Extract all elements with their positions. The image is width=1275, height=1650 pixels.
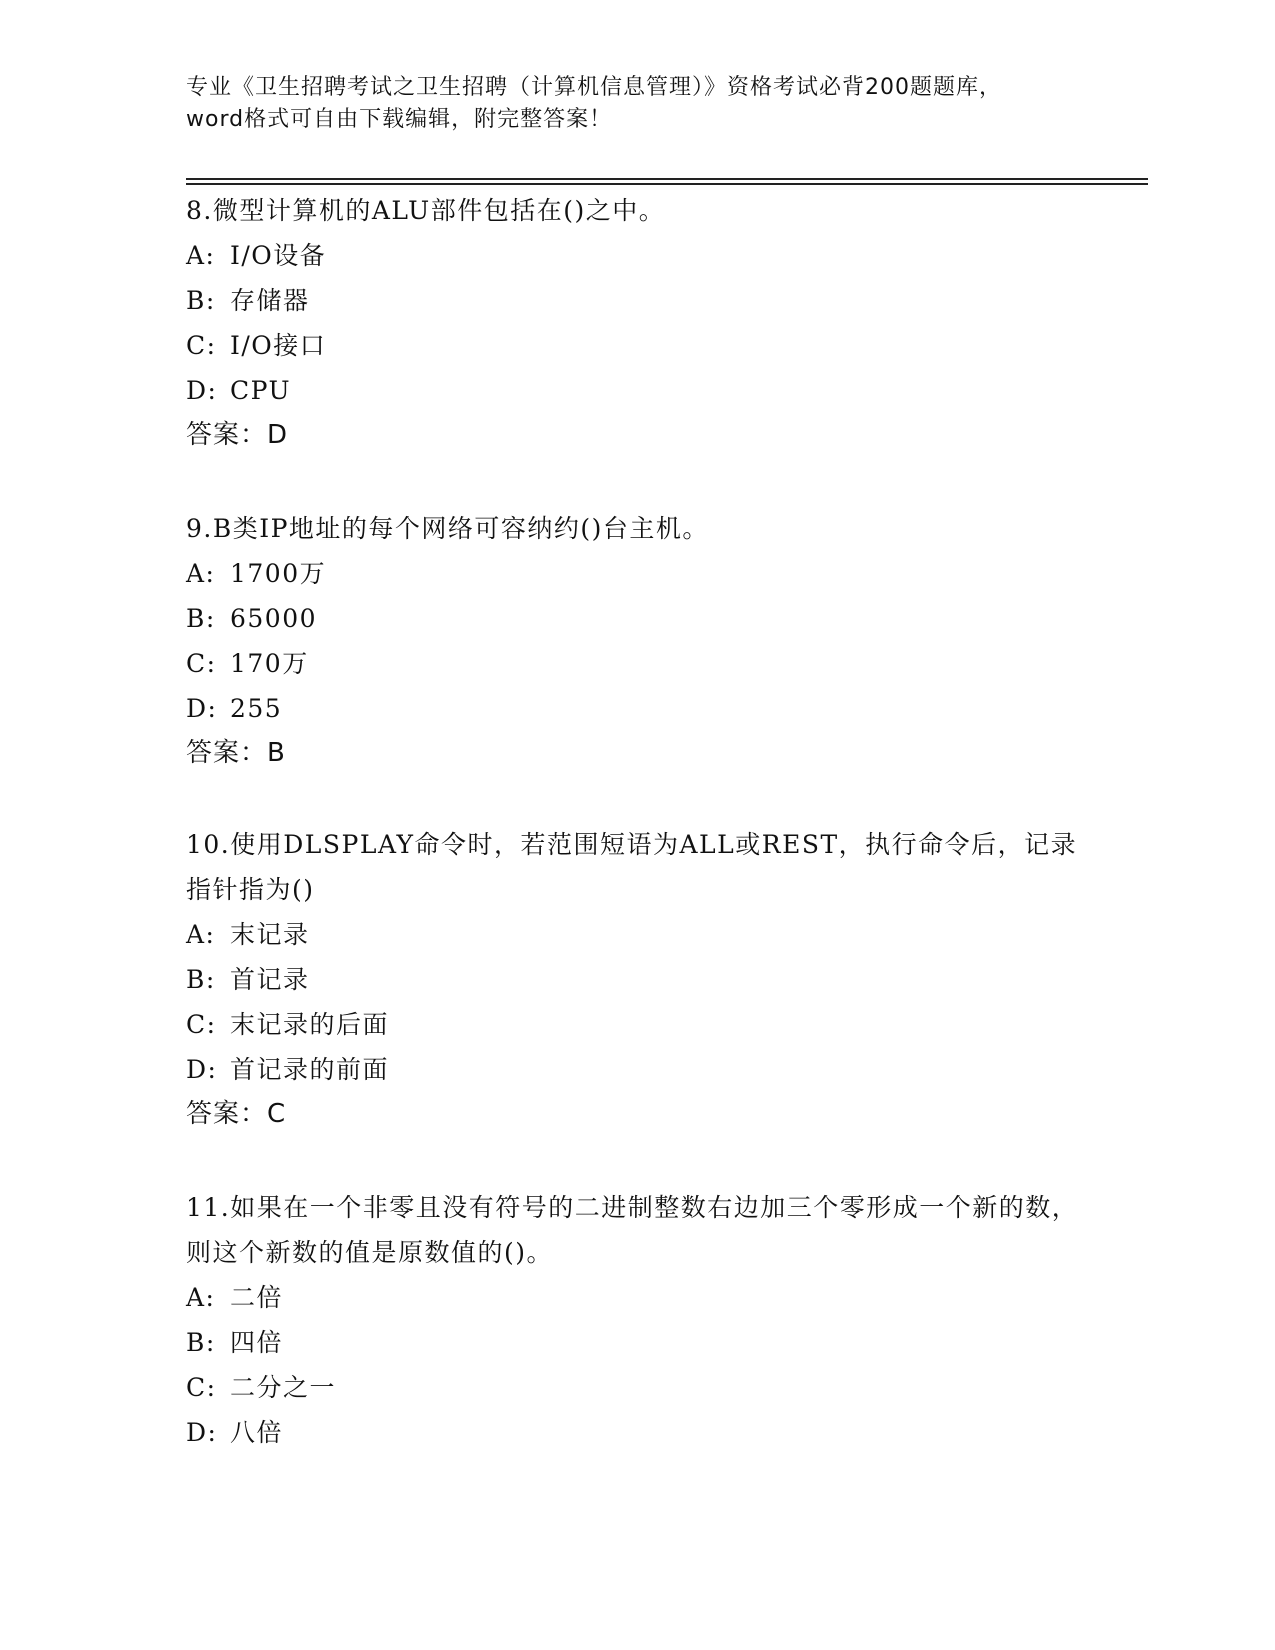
- option-text: 255: [230, 694, 283, 723]
- option-letter: D:: [186, 1055, 218, 1084]
- option-d: [186, 686, 1086, 731]
- question-9: [186, 506, 1086, 776]
- option-text: I/O接口: [230, 331, 327, 360]
- option-letter: C:: [186, 1010, 217, 1039]
- header-title-line-2: word格式可自由下载编辑，附完整答案！: [186, 107, 613, 132]
- option-c: [186, 1002, 1086, 1047]
- option-letter: B:: [186, 286, 216, 315]
- option-letter: A:: [186, 1283, 216, 1312]
- option-a: [186, 1275, 1086, 1320]
- option-b: [186, 278, 1086, 323]
- question-stem: 8.微型计算机的ALU部件包括在()之中。: [186, 196, 666, 225]
- option-text: 末记录: [230, 920, 310, 949]
- option-text: 八倍: [230, 1418, 284, 1447]
- option-text: 首记录的前面: [230, 1055, 390, 1084]
- answer-line: 答案：D: [186, 420, 289, 450]
- option-letter: C:: [186, 1373, 217, 1402]
- option-text: 二倍: [230, 1283, 284, 1312]
- option-a: [186, 551, 1086, 596]
- option-letter: B:: [186, 604, 216, 633]
- answer-line: 答案：B: [186, 738, 286, 768]
- option-text: 末记录的后面: [230, 1010, 390, 1039]
- question-8: [186, 188, 1086, 458]
- option-text: CPU: [230, 376, 292, 405]
- question-stem: 9.B类IP地址的每个网络可容纳约()台主机。: [186, 514, 709, 543]
- option-a: [186, 912, 1086, 957]
- question-11: [186, 1185, 1086, 1455]
- header-title-line-1: 专业《卫生招聘考试之卫生招聘（计算机信息管理）》资格考试必背200题题库，: [186, 75, 1002, 100]
- option-letter: C:: [186, 331, 217, 360]
- option-text: 存储器: [230, 286, 310, 315]
- option-c: [186, 1365, 1086, 1410]
- option-d: [186, 368, 1086, 413]
- option-letter: C:: [186, 649, 217, 678]
- option-b: [186, 957, 1086, 1002]
- option-c: [186, 641, 1086, 686]
- option-letter: D:: [186, 376, 218, 405]
- option-letter: A:: [186, 920, 216, 949]
- option-letter: D:: [186, 694, 218, 723]
- option-text: 65000: [230, 604, 318, 633]
- header-divider-bottom: [186, 183, 1148, 185]
- option-d: [186, 1047, 1086, 1092]
- question-stem: 11.如果在一个非零且没有符号的二进制整数右边加三个零形成一个新的数，则这个新数的值是原数值的()。: [186, 1193, 1079, 1267]
- option-letter: A:: [186, 559, 216, 588]
- option-b: [186, 596, 1086, 641]
- option-text: 首记录: [230, 965, 310, 994]
- option-text: 二分之一: [230, 1373, 337, 1402]
- question-10: [186, 822, 1086, 1137]
- answer-line: 答案：C: [186, 1099, 287, 1129]
- option-d: [186, 1410, 1086, 1455]
- option-letter: B:: [186, 965, 216, 994]
- option-b: [186, 1320, 1086, 1365]
- option-c: [186, 323, 1086, 368]
- document-header: [186, 72, 1086, 136]
- option-letter: B:: [186, 1328, 216, 1357]
- header-divider-top: [186, 178, 1148, 180]
- option-text: 1700万: [230, 559, 327, 588]
- option-text: 170万: [230, 649, 309, 678]
- option-text: 四倍: [230, 1328, 284, 1357]
- option-letter: D:: [186, 1418, 218, 1447]
- option-text: I/O设备: [230, 241, 327, 270]
- option-a: [186, 233, 1086, 278]
- option-letter: A:: [186, 241, 216, 270]
- question-stem: 10.使用DLSPLAY命令时，若范围短语为ALL或REST，执行命令后，记录指针指为(): [186, 830, 1078, 904]
